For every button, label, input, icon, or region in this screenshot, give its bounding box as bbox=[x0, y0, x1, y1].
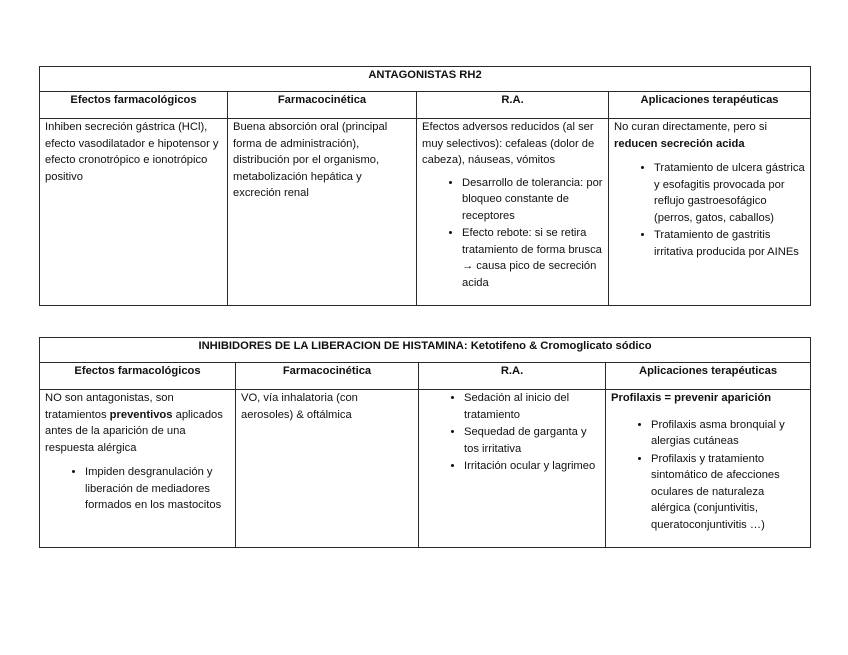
list-item: • Sequedad de garganta y tos irritativa bbox=[464, 424, 600, 457]
list-item: • Profilaxis y tratamiento sintomático de afecciones oculares de naturaleza alérgica (conjuntivitis, queratoconjuntivitis …) bbox=[651, 451, 805, 534]
table1-efectos-text: Inhiben secreción gástrica (HCl), efecto vasodilatador e hipotensor y efecto cronotrópico e ionotrópico positivo bbox=[45, 121, 219, 183]
table2-cell-ra bbox=[419, 390, 606, 548]
table2-efectos-pre: NO son antagonistas, son tratamientos bbox=[45, 392, 174, 421]
table1-header-efectos: Efectos farmacológicos bbox=[40, 92, 228, 119]
table2-efectos-post: aplicados antes de la aparición de una respuesta alérgica bbox=[45, 408, 223, 454]
list-item: • Desarrollo de tolerancia: por bloqueo constante de receptores bbox=[462, 175, 603, 225]
table1-cell-farmacocinetica bbox=[228, 119, 417, 306]
table2-aplicaciones-bold: Profilaxis = prevenir aparición bbox=[611, 392, 772, 404]
list-item: • Sedación al inicio del tratamiento bbox=[464, 390, 600, 423]
table2-header-efectos: Efectos farmacológicos bbox=[40, 363, 236, 390]
table2-farmacocinetica-text: VO, vía inhalatoria (con aerosoles) & oftálmica bbox=[241, 392, 358, 421]
table2-header-farmacocinetica: Farmacocinética bbox=[236, 363, 419, 390]
table2-efectos-text bbox=[45, 390, 230, 456]
table1-cell-efectos bbox=[40, 119, 228, 306]
table2-title: INHIBIDORES DE LA LIBERACION DE HISTAMINA: Ketotifeno & Cromoglicato sódico bbox=[40, 338, 811, 363]
list-item: • Efecto rebote: si se retira tratamiento de forma brusca → causa pico de secreción acida bbox=[462, 225, 603, 291]
table2-efectos-list bbox=[45, 464, 230, 514]
table1-aplicaciones-intro bbox=[614, 119, 805, 152]
table2-aplicaciones-list bbox=[611, 417, 805, 534]
table1-header-ra: R.A. bbox=[417, 92, 609, 119]
list-item: • Profilaxis asma bronquial y alergias cutáneas bbox=[651, 417, 805, 450]
table1-aplicaciones-text: No curan directamente, pero si bbox=[614, 121, 767, 133]
list-item: • Tratamiento de ulcera gástrica y esofagitis provocada por reflujo gastroesofágico (perros, gatos, caballos) bbox=[654, 160, 805, 226]
table2-ra-list bbox=[424, 390, 600, 475]
table2-efectos-bold: preventivos bbox=[109, 408, 173, 421]
table1-title: ANTAGONISTAS RH2 bbox=[40, 67, 811, 92]
table2-cell-aplicaciones bbox=[606, 390, 811, 548]
inhibidores-histamina-table bbox=[39, 337, 811, 548]
table1-header-farmacocinetica: Farmacocinética bbox=[228, 92, 417, 119]
table1-header-aplicaciones: Aplicaciones terapéuticas bbox=[609, 92, 811, 119]
list-item: • Irritación ocular y lagrimeo bbox=[464, 458, 600, 475]
table2-cell-farmacocinetica bbox=[236, 390, 419, 548]
table1-ra-text: Efectos adversos reducidos (al ser muy selectivos): cefaleas (dolor de cabeza), náuseas, vómitos bbox=[422, 121, 595, 166]
table1-aplicaciones-list bbox=[614, 160, 805, 260]
antagonistas-rh2-table bbox=[39, 66, 811, 306]
table1-farmacocinetica-text: Buena absorción oral (principal forma de administración), distribución por el organismo, metabolización hepática y excreción renal bbox=[233, 121, 388, 199]
table1-cell-ra bbox=[417, 119, 609, 306]
list-item: • Tratamiento de gastritis irritativa producida por AINEs bbox=[654, 227, 805, 260]
table2-cell-efectos bbox=[40, 390, 236, 548]
table1-aplicaciones-bold: reducen secreción acida bbox=[614, 137, 745, 150]
table2-header-aplicaciones: Aplicaciones terapéuticas bbox=[606, 363, 811, 390]
list-item: • Impiden desgranulación y liberación de mediadores formados en los mastocitos bbox=[85, 464, 230, 514]
table1-cell-aplicaciones bbox=[609, 119, 811, 306]
table1-ra-list bbox=[422, 175, 603, 292]
table2-header-ra: R.A. bbox=[419, 363, 606, 390]
